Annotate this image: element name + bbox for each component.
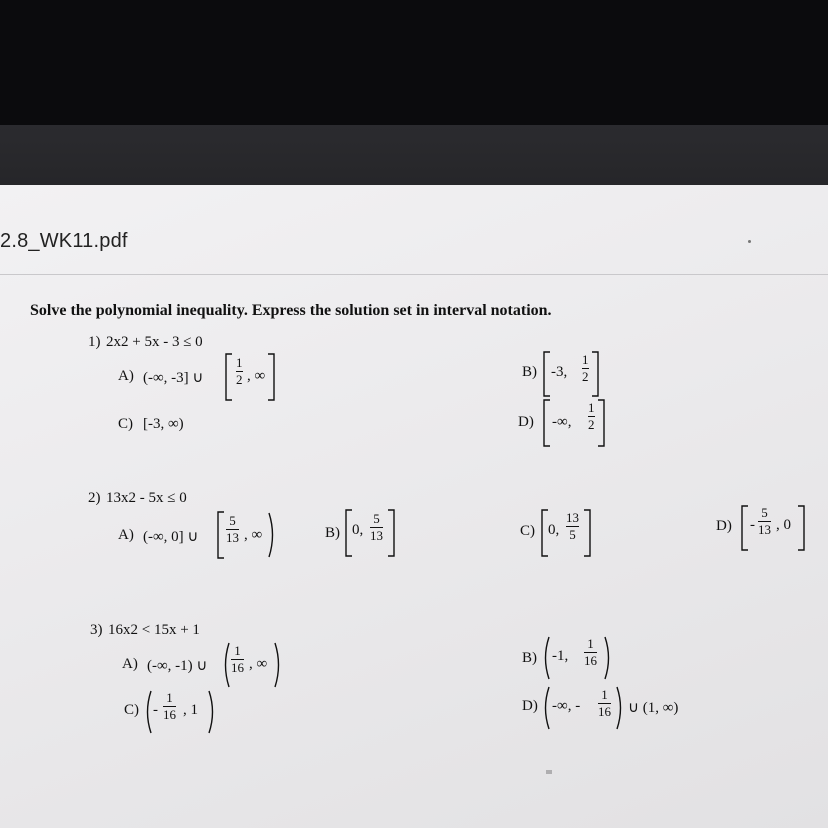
tab-divider: [0, 274, 828, 275]
choice-2d-fraction: [758, 506, 771, 537]
choice-3d-text: -∞, -: [552, 698, 581, 714]
problem-2-inequality: 13x2 - 5x ≤ 0: [106, 490, 187, 506]
choice-3a-frac-den: 16: [231, 660, 244, 675]
choice-1a-left-bracket: [222, 352, 234, 402]
choice-3d-fraction: [598, 688, 611, 719]
choice-2b-right-bracket: [386, 508, 398, 558]
choice-2d-text: -: [750, 517, 755, 533]
document-tab-title[interactable]: 2.8_WK11.pdf: [0, 230, 128, 252]
choice-1b-text: -3,: [551, 364, 568, 380]
choice-3d-left-paren: [540, 684, 552, 732]
choice-3c-right-paren: [206, 688, 218, 736]
choice-2d-label[interactable]: D): [716, 518, 732, 534]
choice-2c-fraction: [566, 511, 579, 542]
choice-3d-right-paren: [614, 684, 626, 732]
monitor-bezel: [0, 0, 828, 125]
choice-1b-right-bracket: [590, 350, 602, 398]
choice-3c-text: -: [153, 702, 158, 718]
choice-2a-fraction: [226, 514, 239, 545]
choice-1b-label[interactable]: B): [522, 364, 537, 380]
choice-1a-tail: , ∞: [247, 368, 266, 384]
choice-3d-frac-den: 16: [598, 704, 611, 719]
choice-3a-fraction: [231, 644, 244, 675]
choice-2a-tail: , ∞: [244, 527, 263, 543]
choice-1a-right-bracket: [266, 352, 278, 402]
choice-1a-frac-num: 1: [236, 355, 243, 370]
choice-3a-tail: , ∞: [249, 656, 268, 672]
choice-3c-fraction: [163, 691, 176, 722]
choice-2a-right-paren: [266, 510, 278, 560]
problem-1-number: 1): [88, 334, 101, 350]
cursor-dot: [748, 240, 751, 243]
choice-2a-left-bracket: [214, 510, 226, 560]
choice-3b-left-paren: [540, 634, 552, 682]
choice-3a-label[interactable]: A): [122, 656, 138, 672]
problem-2-number: 2): [88, 490, 101, 506]
choice-3b-label[interactable]: B): [522, 650, 537, 666]
choice-2d-left-bracket: [738, 504, 750, 552]
choice-1b-frac-den: 2: [582, 369, 589, 384]
choice-1a-fraction: [236, 356, 243, 387]
choice-2d-frac-den: 13: [758, 522, 771, 537]
choice-1a-frac-den: 2: [236, 372, 243, 387]
choice-3d-tail: ∪ (1, ∞): [628, 700, 679, 716]
choice-3d-frac-num: 1: [601, 687, 608, 702]
choice-1b-frac-num: 1: [582, 352, 589, 367]
choice-2c-label[interactable]: C): [520, 523, 535, 539]
choice-3c-label[interactable]: C): [124, 702, 139, 718]
choice-3c-tail: , 1: [183, 702, 198, 718]
choice-3a-frac-num: 1: [234, 643, 241, 658]
problem-3-inequality: 16x2 < 15x + 1: [108, 622, 200, 638]
choice-1d-frac-num: 1: [588, 400, 595, 415]
choice-2b-text: 0,: [352, 522, 364, 538]
choice-2c-text: 0,: [548, 522, 560, 538]
choice-1c-text: [-3, ∞): [143, 416, 184, 432]
choice-2c-frac-num: 13: [566, 510, 579, 525]
browser-toolbar: [0, 125, 828, 185]
choice-2a-frac-num: 5: [229, 513, 236, 528]
choice-1d-label[interactable]: D): [518, 414, 534, 430]
choice-3b-fraction: [584, 637, 597, 668]
choice-3c-frac-den: 16: [163, 707, 176, 722]
choice-1d-right-bracket: [596, 398, 608, 448]
choice-3c-frac-num: 1: [166, 690, 173, 705]
choice-1c-label[interactable]: C): [118, 416, 133, 432]
choice-1d-left-bracket: [540, 398, 552, 448]
choice-2b-frac-num: 5: [373, 511, 380, 526]
page-smudge: [546, 770, 552, 774]
choice-3d-label[interactable]: D): [522, 698, 538, 714]
problem-1-inequality: 2x2 + 5x - 3 ≤ 0: [106, 334, 203, 350]
choice-2d-frac-num: 5: [761, 505, 768, 520]
choice-3b-frac-den: 16: [584, 653, 597, 668]
choice-1d-fraction: [588, 401, 595, 432]
choice-2b-label[interactable]: B): [325, 525, 340, 541]
problem-3-number: 3): [90, 622, 103, 638]
choice-1a-text: (-∞, -3] ∪: [143, 370, 204, 386]
choice-3b-frac-num: 1: [587, 636, 594, 651]
choice-1a-label[interactable]: A): [118, 368, 134, 384]
choice-2c-frac-den: 5: [569, 527, 576, 542]
choice-2d-tail: , 0: [776, 517, 791, 533]
choice-2d-right-bracket: [796, 504, 808, 552]
choice-3b-right-paren: [602, 634, 614, 682]
choice-3a-right-paren: [272, 640, 284, 690]
choice-1b-fraction: [582, 353, 589, 384]
choice-2c-right-bracket: [582, 508, 594, 558]
choice-2a-label[interactable]: A): [118, 527, 134, 543]
choice-2a-text: (-∞, 0] ∪: [143, 529, 199, 545]
choice-3b-text: -1,: [552, 648, 569, 664]
choice-1d-text: -∞,: [552, 414, 572, 430]
choice-2b-frac-den: 13: [370, 528, 383, 543]
choice-2a-frac-den: 13: [226, 530, 239, 545]
instructions-text: Solve the polynomial inequality. Express the solution set in interval notation.: [30, 302, 552, 319]
choice-2b-fraction: [370, 512, 383, 543]
choice-3a-text: (-∞, -1) ∪: [147, 658, 208, 674]
choice-1d-frac-den: 2: [588, 417, 595, 432]
